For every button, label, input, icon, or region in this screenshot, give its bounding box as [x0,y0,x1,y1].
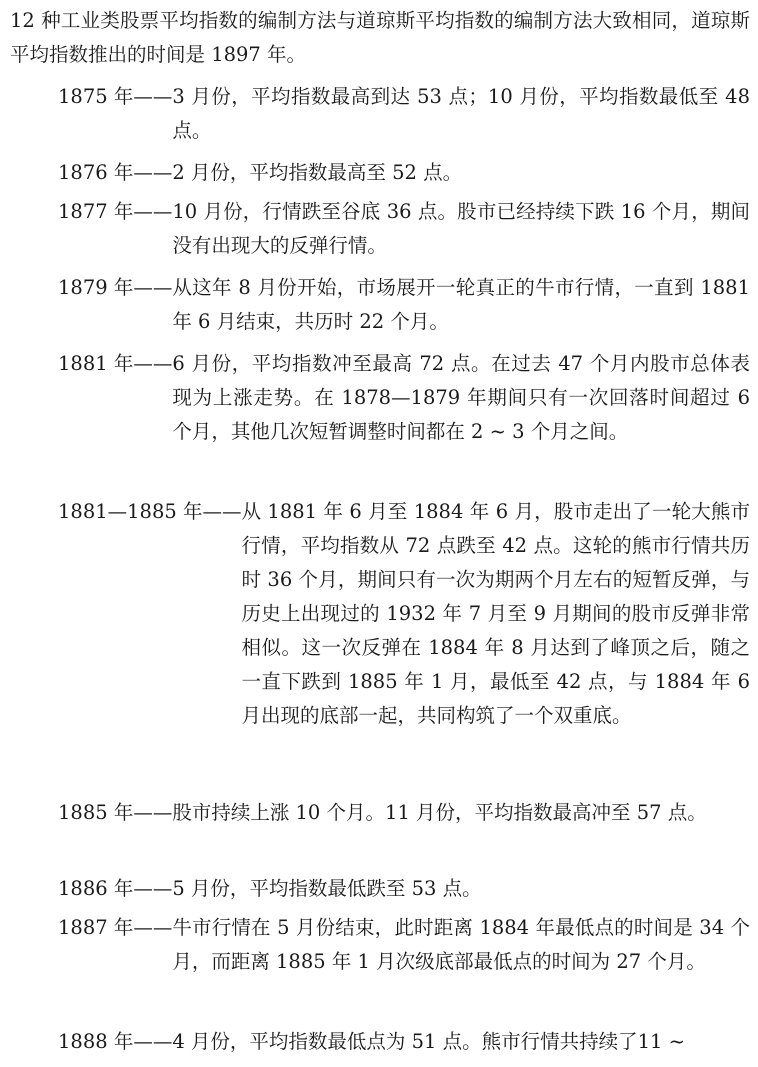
entry-year: 1888 年—— [58,1030,173,1053]
entry-1885 [58,796,750,830]
entry-year: 1881—1885 年—— [58,500,242,523]
entry-1879 [58,271,750,339]
entry-1876 [58,156,750,190]
entry-1886 [58,872,750,906]
entry-year: 1887 年—— [58,916,173,939]
entry-text: 6 月份，平均指数冲至最高 72 点。在过去 47 个月内股市总体表现为上涨走势。在 1878—1879 年期间只有一次回落时间超过 6 个月，其他几次短暂调整时间都在 2 ~ 3 个月之间。 [172,352,750,443]
entry-text: 3 月份，平均指数最高到达 53 点；10 月份，平均指数最低至 48 点。 [172,85,750,142]
entry-text: 从 1881 年 6 月至 1884 年 6 月，股市走出了一轮大熊市行情，平均指数从 72 点跌至 42 点。这轮的熊市行情共历时 36 个月，期间只有一次为期两个月左右的短暂反弹，与历史上出现过的 1932 年 7 月至 9 月期间的股市反弹非常相似。这一次反弹在 1884 年 8 月达到了峰顶之后，随之一直下跌到 1885 年 1 月，最低至 42 点，与 1884 年 6 月出现的底部一起，共同构筑了一个双重底。 [241,500,750,727]
entry-text: 牛市行情在 5 月份结束，此时距离 1884 年最低点的时间是 34 个月，而距离 1885 年 1 月次级底部最低点的时间为 27 个月。 [172,916,750,973]
intro-paragraph: 12 种工业类股票平均指数的编制方法与道琼斯平均指数的编制方法大致相同，道琼斯平均指数推出的时间是 1897 年。 [10,9,750,66]
entry-text: 5 月份，平均指数最低跌至 53 点。 [172,877,482,900]
entry-text: 10 月份，行情跌至谷底 36 点。股市已经持续下跌 16 个月，期间没有出现大的反弹行情。 [172,200,750,257]
entry-text: 2 月份，平均指数最高至 52 点。 [172,161,463,184]
entry-text: 股市持续上涨 10 个月。11 月份，平均指数最高冲至 57 点。 [172,801,707,824]
entry-1887 [58,911,750,979]
entry-text: 从这年 8 月份开始，市场展开一轮真正的牛市行情，一直到 1881 年 6 月结束，共历时 22 个月。 [172,276,750,333]
entry-year: 1886 年—— [58,877,173,900]
entry-1888 [58,1025,750,1059]
entry-year: 1885 年—— [58,801,173,824]
entry-text: 4 月份，平均指数最低点为 51 点。熊市行情共持续了11 ~ [172,1030,685,1053]
entry-1877 [58,195,750,263]
entry-1881 [58,347,750,449]
entry-year: 1876 年—— [58,161,173,184]
entry-year: 1879 年—— [58,276,173,299]
entry-year: 1881 年—— [58,352,173,375]
entry-year: 1875 年—— [58,85,173,108]
entry-year: 1877 年—— [58,200,173,223]
entry-1875 [58,80,750,148]
entry-1881-1885 [58,495,750,733]
